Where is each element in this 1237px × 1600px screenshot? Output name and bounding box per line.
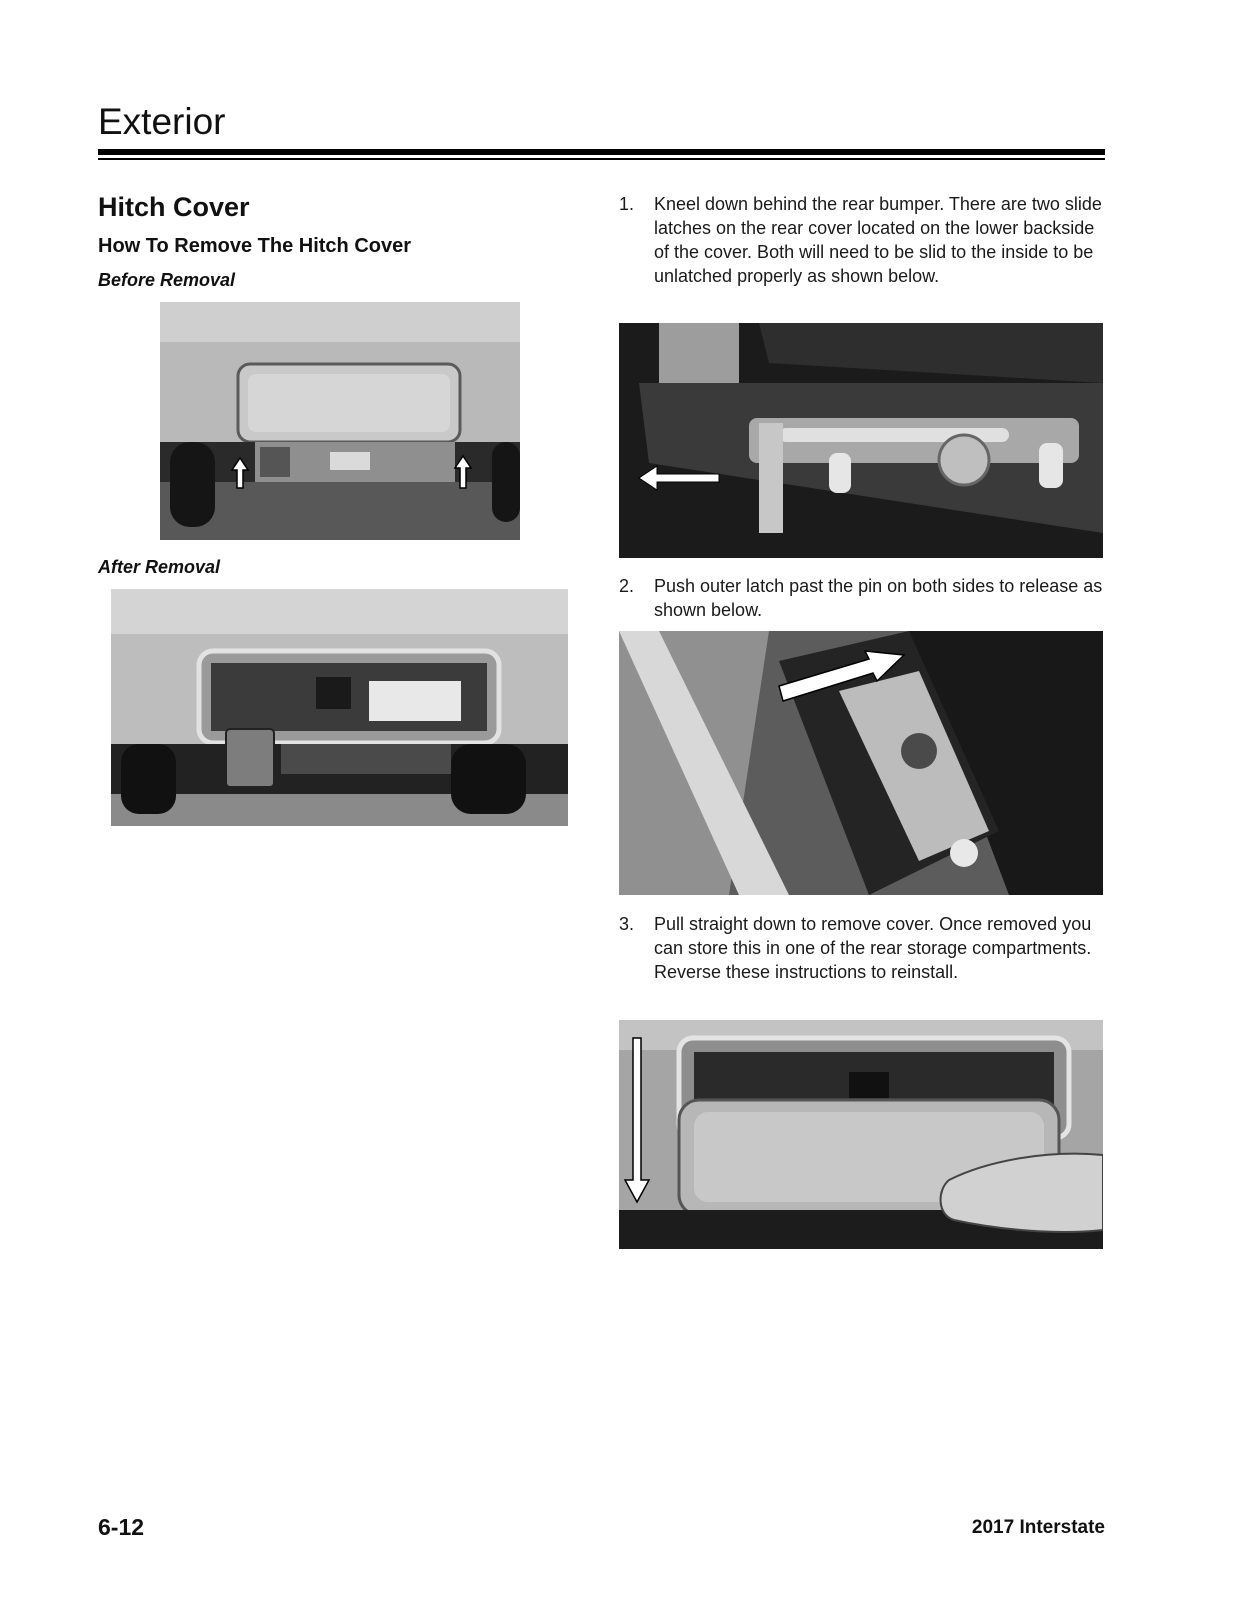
photo-pull-cover-down xyxy=(619,1020,1103,1249)
caption-before-removal: Before Removal xyxy=(98,270,236,290)
header-rule-thick xyxy=(98,149,1105,155)
step-2-number: 2. xyxy=(619,576,635,596)
page-number: 6-12 xyxy=(98,1514,145,1540)
caption-after-removal: After Removal xyxy=(98,557,221,577)
photo-after-removal xyxy=(111,589,568,826)
photo-before-removal xyxy=(160,302,520,540)
step-1-number: 1. xyxy=(619,194,635,214)
step-1-text: Kneel down behind the rear bumper. There are two slide latches on the rear cover located on the lower backside of the cover. Both will need to be slid to the inside to be unlatched properly as shown below. xyxy=(654,194,1102,286)
topic-title: Hitch Cover xyxy=(98,192,250,222)
step-3-text: Pull straight down to remove cover. Once removed you can store this in one of the rear storage compartments. Reverse these instructions to reinstall. xyxy=(654,914,1092,982)
step-3 xyxy=(619,912,1109,984)
header-rule-thin xyxy=(98,158,1105,160)
step-2-text: Push outer latch past the pin on both sides to release as shown below. xyxy=(654,576,1103,620)
footer-title: 2017 Interstate xyxy=(971,1517,1105,1538)
step-3-number: 3. xyxy=(619,914,635,934)
step-2 xyxy=(619,574,1109,622)
step-1 xyxy=(619,192,1109,288)
photo-outer-latch xyxy=(619,631,1103,895)
photo-slide-latch xyxy=(619,323,1103,558)
topic-subtitle: How To Remove The Hitch Cover xyxy=(98,235,412,257)
section-title: Exterior xyxy=(98,101,226,142)
